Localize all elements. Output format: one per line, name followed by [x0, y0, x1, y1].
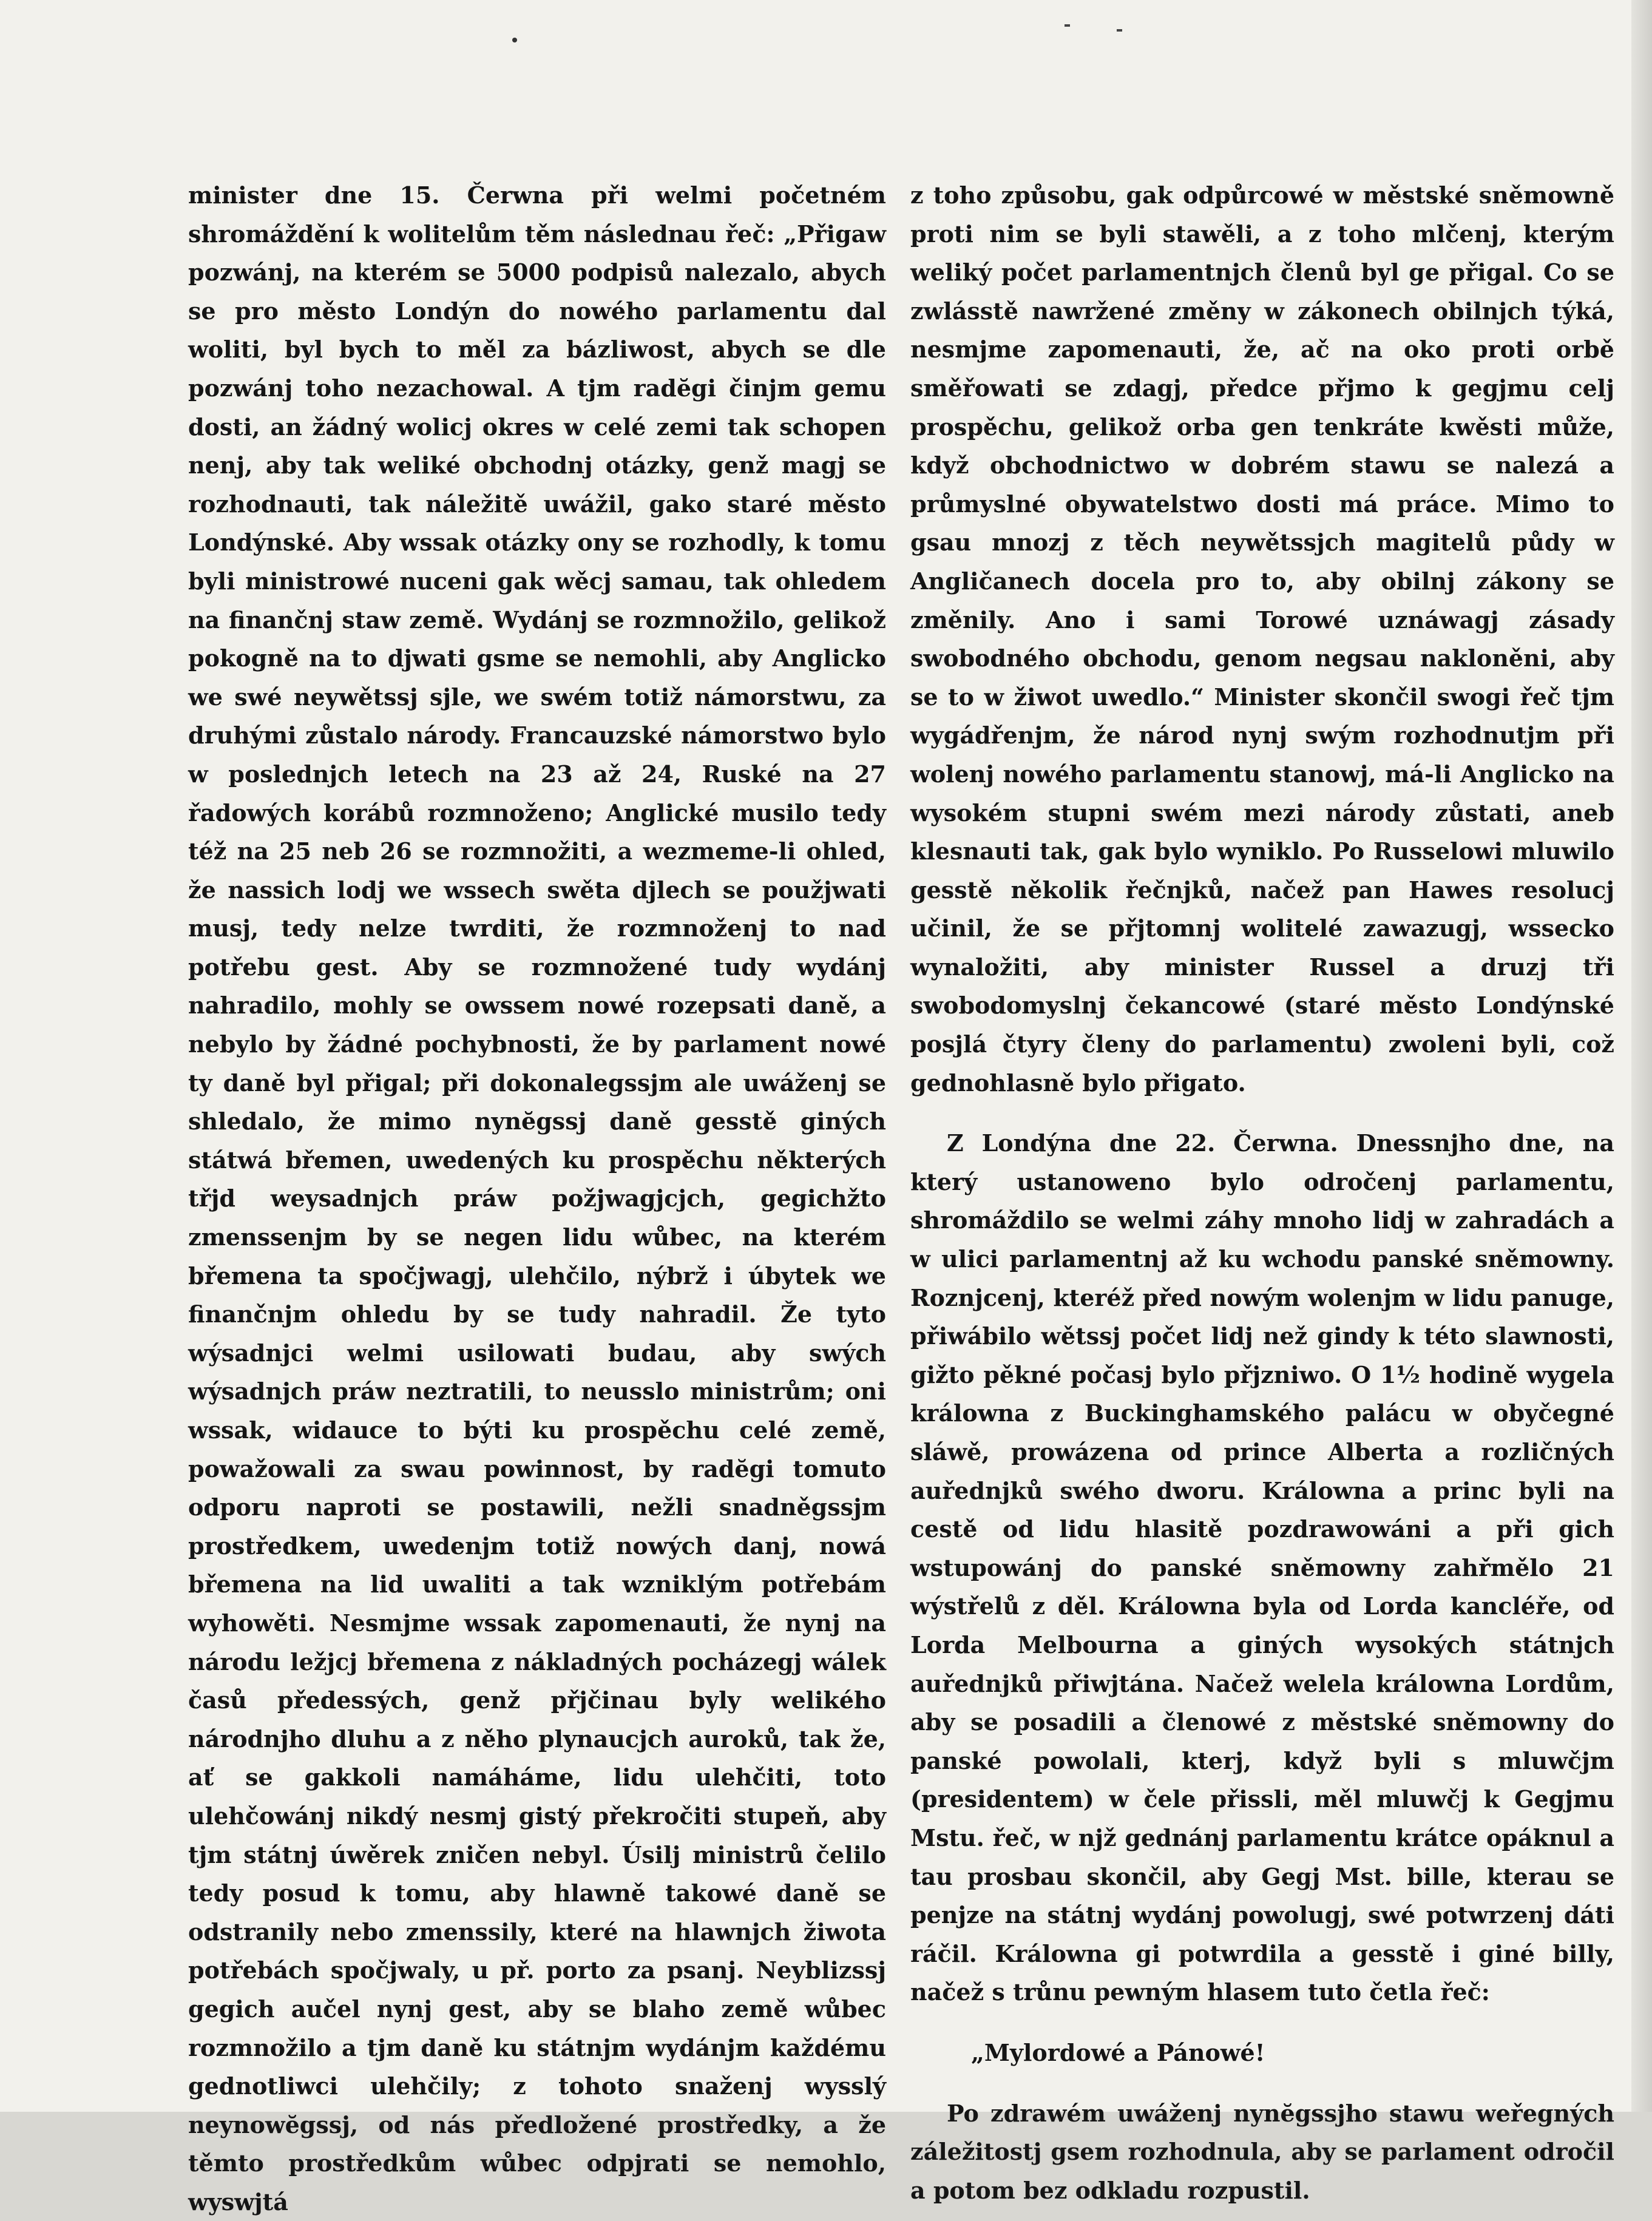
ink-speck [1065, 24, 1070, 27]
right-column-paragraph-1: z toho způsobu, gak odpůrcowé w městské sněmowně proti nim se byli stawěli, a z toho mlčenj, kterým weliký počet parlamentnjch členů byl ge přigal. Co se zwlásstě nawržené změny w zákonech obilnjch týká, nesmjme zapomenauti, že, ač na oko proti orbě směřowati se zdagj, předce přjmo k gegjmu celj prospěchu, gelikož orba gen tenkráte kwěsti může, když obchodnictwo w dobrém stawu se nalezá a průmyslné obywatelstwo dosti má práce. Mimo to gsau mnozj z těch neywětssjch magitelů půdy w Angličanech docela pro to, aby obilnj zákony se změnily. Ano i sami Torowé uznáwagj zásady swobodného obchodu, genom negsau nakloněni, aby se to w žiwot uwedlo.“ Minister skončil swogi řeč tjm wygádřenjm, že národ nynj swým rozhodnutjm při wolenj nowého parlamentu stanowj, má-li Anglicko na wysokém stupni swém mezi národy zůstati, aneb klesnauti tak, gak bylo wyniklo. Po Russelowi mluwilo gesstě několik řečnjků, načež pan Hawes resolucj učinil, že se přjtomnj wolitelé zawazugj, wssecko wynaložiti, aby minister Russel a druzj tři swobodomyslnj čekancowé (staré město Londýnské posjlá čtyry členy do parlamentu) zwoleni byli, což gednohlasně bylo přigato. [910, 181, 1614, 1097]
left-column [188, 176, 886, 2221]
speech-salutation: „Mylordowé a Pánowé! [971, 2038, 1265, 2066]
left-column-paragraph-1: minister dne 15. Čerwna při welmi početném shromáždění k wolitelům těm následnau řeč: „Přigaw pozwánj, na kterém se 5000 podpisů nalezalo, abych se pro město Londýn do nowého parlamentu dal woliti, byl bych to měl za bázliwost, abych se dle pozwánj toho nezachowal. A tjm radĕgi činjm gemu dosti, an žádný wolicj okres w celé zemi tak schopen nenj, aby tak weliké obchodnj otázky, genž magj se rozhodnauti, tak náležitě uwážil, gako staré město Londýnské. Aby wssak otázky ony se rozhodly, k tomu byli ministrowé nuceni gak wěcj samau, tak ohledem na finančnj staw země. Wydánj se rozmnožilo, gelikož pokogně na to djwati gsme se nemohli, aby Anglicko we swé neywětssj sjle, we swém totiž námorstwu, za druhými zůstalo národy. Francauzské námorstwo bylo w poslednjch letech na 23 až 24, Ruské na 27 řadowých korábů rozmnoženo; Anglické musilo tedy též na 25 neb 26 se rozmnožiti, a wezmeme-li ohled, že nassich lodj we wssech swěta djlech se použjwati musj, tedy nelze twrditi, že rozmnoženj to nad potřebu gest. Aby se rozmnožené tudy wydánj nahradilo, mohly se owssem nowé rozepsati daně, a nebylo by žádné pochybnosti, že by parlament nowé ty daně byl přigal; při dokonalegssjm ale uwáženj se shledalo, že mimo nynĕgssj daně gesstě giných státwá břemen, uwedených ku prospěchu některých třjd weysadnjch práw požjwagjcjch, gegichžto zmenssenjm by se negen lidu wůbec, na kterém břemena ta spočjwagj, ulehčilo, nýbrž i úbytek we finančnjm ohledu by se tudy nahradil. Že tyto wýsadnjci welmi usilowati budau, aby swých wýsadnjch práw neztratili, to neusslo ministrům; oni wssak, widauce to býti ku prospěchu celé země, powažowali za swau powinnost, by radĕgi tomuto odporu naproti se postawili, nežli snadněgssjm prostředkem, uwedenjm totiž nowých danj, nowá břemena na lid uwaliti a tak wzniklým potřebám wyhowěti. Nesmjme wssak zapomenauti, že nynj na národu ležjcj břemena z nákladných pocházegj wálek časů předessých, genž přjčinau byly welikého národnjho dluhu a z něho plynaucjch auroků, tak že, ať se gakkoli namáháme, lidu ulehčiti, toto ulehčowánj nikdý nesmj gistý překročiti stupeň, aby tjm státnj úwěrek zničen nebyl. Úsilj ministrů čelilo tedy posud k tomu, aby hlawně takowé daně se odstranily nebo zmenssily, které na hlawnjch žiwota potřebách spočjwaly, u př. porto za psanj. Neyblizssj gegich aučel nynj gest, aby se blaho země wůbec rozmnožilo a tjm daně ku státnjm wydánjm každému gednotliwci ulehčily; z tohoto snaženj wysslý neynowĕgssj, od nás předložené prostředky, a že těmto prostředkům wůbec odpjrati se nemohlo, wyswjtá [188, 181, 886, 2216]
right-column [910, 176, 1614, 2209]
ink-speck [512, 38, 517, 42]
speech-paragraph: Po zdrawém uwáženj nynĕgssjho stawu weřegných záležitostj gsem rozhodnula, aby se parlament odročil a potom bez odkladu rozpustil. [910, 2099, 1614, 2204]
ink-speck [1117, 29, 1122, 32]
london-news-paragraph: Z Londýna dne 22. Čerwna. Dnessnjho dne, na který ustanoweno bylo odročenj parlamentu, shromáždilo se welmi záhy mnoho lidj w zahradách a w ulici parlamentnj až ku wchodu panské sněmowny. Roznjcenj, kteréž před nowým wolenjm w lidu panuge, přiwábilo wětssj počet lidj než gindy k této slawnosti, gižto pěkné počasj bylo přjzniwo. O 1½ hodině wygela králowna z Buckinghamského palácu w obyčegné sláwě, prowázena od prince Alberta a rozličných auřednjků swého dworu. Králowna a princ byli na cestě od lidu hlasitě pozdrawowáni a při gich wstupowánj do panské sněmowny zahřmělo 21 wýstřelů z děl. Králowna byla od Lorda kancléře, od Lorda Melbourna a giných wysokých státnjch auřednjků přiwjtána. Načež welela králowna Lordům, aby se posadili a členowé z městské sněmowny do panské powolali, kterj, když byli s mluwčjm (presidentem) w čele přissli, měl mluwčj k Gegjmu Mstu. řeč, w njž gednánj parlamentu krátce opáknul a tau prosbau skončil, aby Gegj Mst. bille, kterau se penjze na státnj wydánj powolugj, swé potwrzenj dáti ráčil. Králowna gi potwrdila a gesstě i giné billy, načež s trůnu pewným hlasem tuto četla řeč: [910, 1129, 1614, 2006]
page-edge-shadow [1631, 0, 1652, 2112]
